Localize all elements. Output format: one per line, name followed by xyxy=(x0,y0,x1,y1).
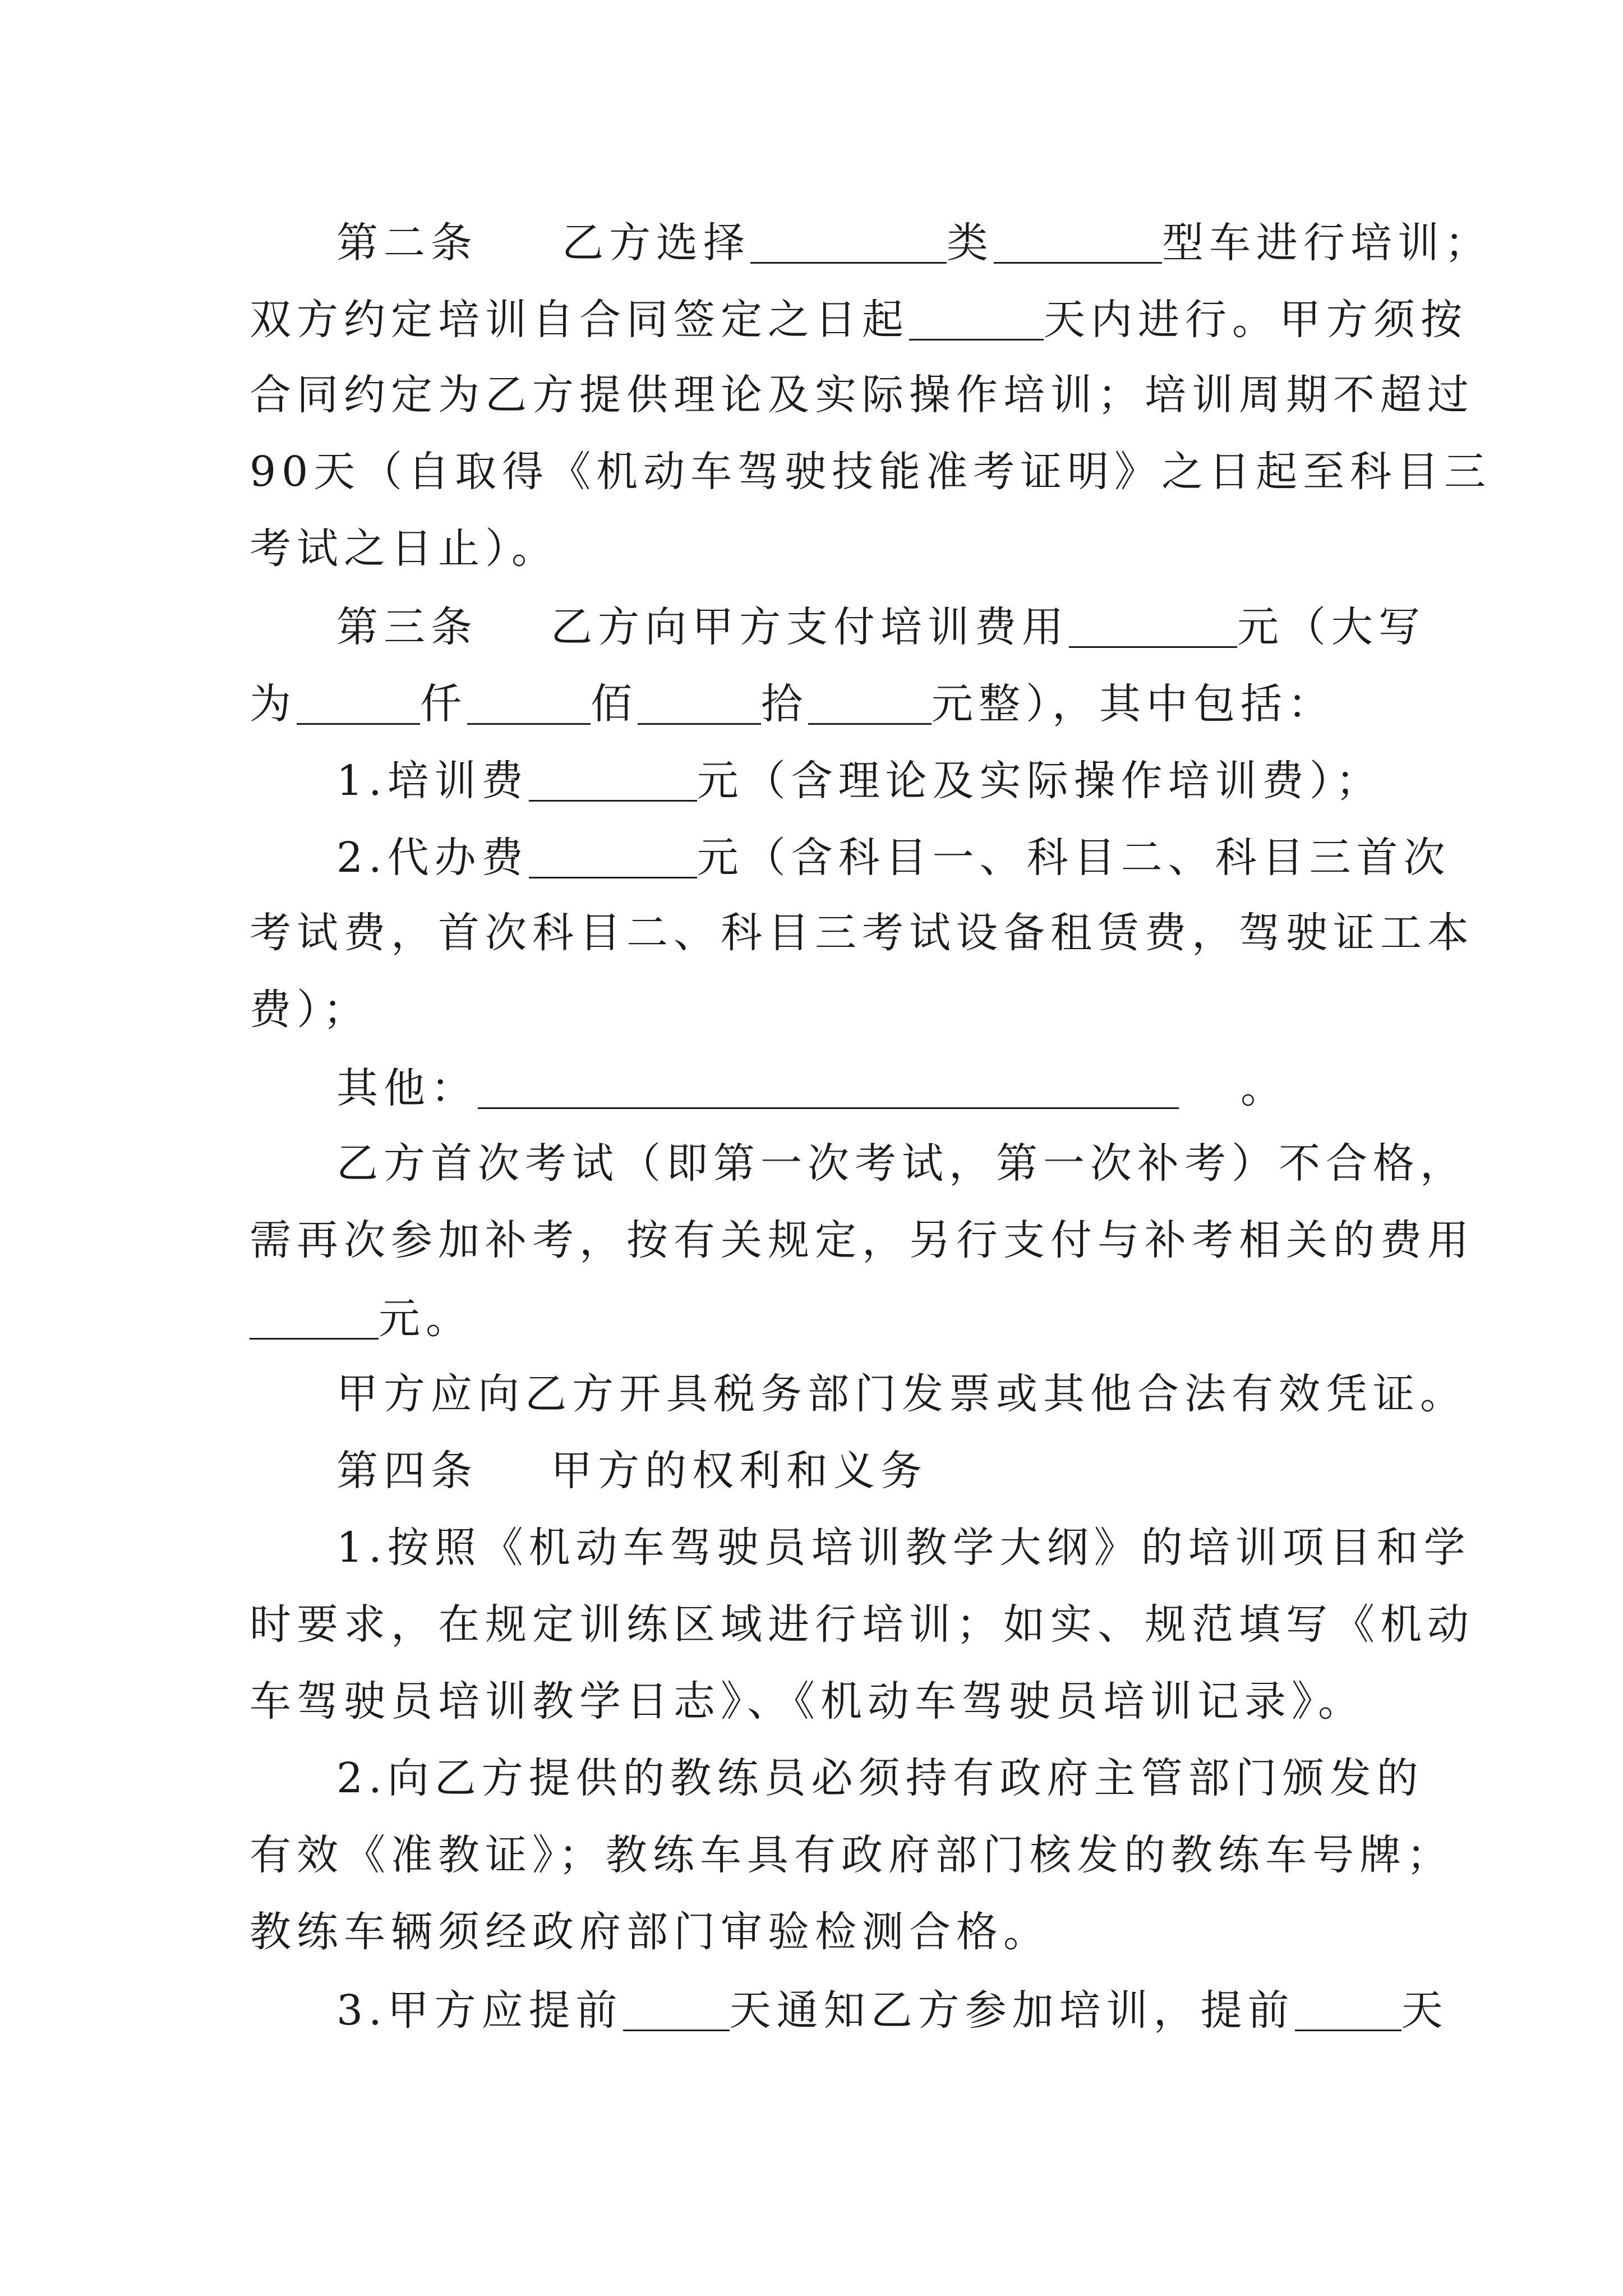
advance-days-blank[interactable] xyxy=(1295,1988,1401,2031)
art3-item-2-line-2: 考试费，首次科目二、科目三考试设备租赁费，驾驶证工本 xyxy=(250,909,1474,957)
art3-retest-line-3: 元。 xyxy=(250,1296,473,1340)
art2-line-4: 90天（自取得《机动车驾驶技能准考证明》之日起至科目三 xyxy=(250,448,1492,496)
vehicle-type-blank[interactable] xyxy=(994,220,1162,264)
art4-item-1-line-1: 1.按照《机动车驾驶员培训教学大纲》的培训项目和学 xyxy=(336,1524,1471,1572)
article-label: 第二条 xyxy=(336,219,478,267)
art3-retest-line-2: 需再次参加补考，按有关规定，另行支付与补考相关的费用 xyxy=(250,1216,1474,1264)
art3-line-1: 第三条 乙方向甲方支付培训费用 元（大写 xyxy=(336,603,1426,651)
art4-item-1-line-3: 车驾驶员培训教学日志》、《机动车驾驶员培训记录》。 xyxy=(250,1677,1365,1726)
art2-line-3: 合同约定为乙方提供理论及实际操作培训；培训周期不超过 xyxy=(250,371,1474,419)
other-fee-blank[interactable] xyxy=(478,1066,1179,1109)
art3-item-2: 2.代办费 元（含科目一、科目二、科目三首次 xyxy=(336,834,1451,882)
art3-line-2: 为 仟 佰 拾 元整），其中包括： xyxy=(250,680,1335,728)
training-fee-blank[interactable] xyxy=(529,758,697,802)
art3-retest-line-1: 乙方首次考试（即第一次考试，第一次补考）不合格， xyxy=(336,1139,1467,1188)
vehicle-class-blank[interactable] xyxy=(750,220,947,264)
art4-item-3-line-1: 3.甲方应提前 天通知乙方参加培训，提前 天 xyxy=(336,1986,1449,2035)
art3-other: 其他： 。 xyxy=(336,1064,1288,1112)
art3-invoice: 甲方应向乙方开具税务部门发票或其他合法有效凭证。 xyxy=(336,1370,1467,1418)
agency-fee-blank[interactable] xyxy=(529,835,697,878)
fee-total-blank[interactable] xyxy=(1069,605,1237,648)
art3-item-1: 1.培训费 元（含理论及实际操作培训费）； xyxy=(336,757,1383,805)
hundreds-blank[interactable] xyxy=(467,682,591,725)
article-label: 第四条 xyxy=(336,1447,478,1495)
tens-blank[interactable] xyxy=(638,682,761,725)
art4-item-2-line-3: 教练车辆须经政府部门审验检测合格。 xyxy=(250,1908,1050,1956)
article-label: 第三条 xyxy=(336,603,478,651)
art2-line-2: 双方约定培训自合同签定之日起 天内进行。甲方须按 xyxy=(250,296,1468,344)
units-blank[interactable] xyxy=(808,682,932,725)
art4-title: 第四条 甲方的权利和义务 xyxy=(336,1447,928,1495)
training-days-blank[interactable] xyxy=(909,297,1044,341)
notice-days-blank[interactable] xyxy=(623,1988,730,2031)
art2-line-1: 第二条 乙方选择 类 型车进行培训； xyxy=(336,219,1492,267)
art4-item-1-line-2: 时要求，在规定训练区域进行培训；如实、规范填写《机动 xyxy=(250,1600,1474,1649)
thousands-blank[interactable] xyxy=(297,682,420,725)
art2-line-5: 考试之日止）。 xyxy=(250,524,559,573)
art4-item-2-line-2: 有效《准教证》；教练车具有政府部门核发的教练车号牌； xyxy=(250,1831,1454,1879)
retest-fee-blank[interactable] xyxy=(250,1296,379,1340)
art3-item-2-line-3: 费）； xyxy=(250,986,370,1034)
art4-item-2-line-1: 2.向乙方提供的教练员必须持有政府主管部门颁发的 xyxy=(336,1754,1424,1802)
